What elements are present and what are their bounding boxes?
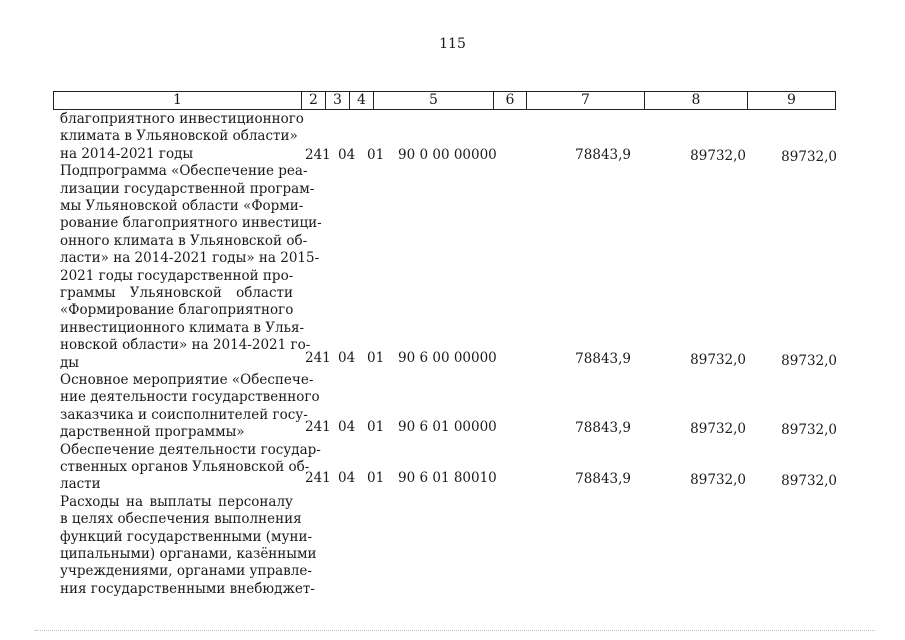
description-line: ния государственными внебюджет- xyxy=(60,580,315,597)
cell-subsection: 01 xyxy=(367,419,385,435)
header-col-6: 6 xyxy=(494,92,527,109)
description-line: климата в Ульяновской области» xyxy=(60,128,298,145)
cell-subsection: 01 xyxy=(367,350,385,366)
cell-amount-col9: 89732,0 xyxy=(781,473,837,489)
cell-subsection: 01 xyxy=(367,470,385,486)
description-line: в целях обеспечения выполнения xyxy=(60,511,302,528)
cell-section: 04 xyxy=(338,470,356,486)
description-line: рование благоприятного инвестици- xyxy=(60,215,322,232)
description-line: лизации государственной програм- xyxy=(60,180,315,197)
cell-amount-col8: 89732,0 xyxy=(690,472,746,488)
description-line: учреждениями, органами управле- xyxy=(60,563,312,580)
description-line: Обеспечение деятельности государ- xyxy=(60,441,321,458)
cell-amount-col9: 89732,0 xyxy=(781,422,837,438)
header-col-8: 8 xyxy=(645,92,748,109)
header-col-1: 1 xyxy=(54,92,302,109)
cell-amount-col7: 78843,9 xyxy=(575,420,631,436)
cell-target-article: 90 0 00 00000 xyxy=(398,147,497,163)
cell-amount-col7: 78843,9 xyxy=(575,351,631,367)
header-col-9: 9 xyxy=(787,92,796,108)
page-number: 115 xyxy=(439,36,466,52)
description-line: ние деятельности государственного xyxy=(60,389,320,406)
description-line: 2021 годы государственной про- xyxy=(60,267,294,284)
description-line: на 2014-2021 годы xyxy=(60,145,194,162)
cell-target-article: 90 6 00 00000 xyxy=(398,350,497,366)
description-line: ственных органов Ульяновской об- xyxy=(60,459,310,475)
cell-section: 04 xyxy=(338,419,356,435)
description-line: функций государственными (муни- xyxy=(60,528,313,545)
header-col-7: 7 xyxy=(527,92,645,109)
table-header-row xyxy=(53,91,836,110)
cell-section: 04 xyxy=(338,147,356,163)
description-line: дарственной программы» xyxy=(60,424,245,441)
cell-amount-col8: 89732,0 xyxy=(690,148,746,164)
cell-amount-col9: 89732,0 xyxy=(781,149,837,165)
cell-target-article: 90 6 01 00000 xyxy=(398,419,497,435)
cell-amount-col9: 89732,0 xyxy=(781,353,837,369)
cell-target-article: 90 6 01 80010 xyxy=(398,470,497,486)
description-line: Расходы на выплаты персоналу xyxy=(60,493,293,510)
description-line: мы Ульяновской области «Форми- xyxy=(60,198,304,214)
description-line: граммы Ульяновской области xyxy=(60,285,293,301)
description-line: онного климата в Ульяновской об- xyxy=(60,232,308,249)
description-line: ды xyxy=(60,354,80,371)
scan-edge-divider xyxy=(35,630,875,631)
description-line: инвестиционного климата в Улья- xyxy=(60,319,305,336)
cell-code-241: 241 xyxy=(305,350,331,366)
description-line: новской области» на 2014-2021 го- xyxy=(60,337,311,354)
description-line: ласти» на 2014-2021 годы» на 2015- xyxy=(60,250,320,267)
cell-code-241: 241 xyxy=(305,147,331,163)
cell-subsection: 01 xyxy=(367,147,385,163)
header-col-2: 2 xyxy=(302,92,326,109)
description-line: «Формирование благоприятного xyxy=(60,302,294,319)
header-col-3: 3 xyxy=(326,92,350,109)
description-line: ласти xyxy=(60,476,101,493)
cell-amount-col8: 89732,0 xyxy=(690,352,746,368)
header-col-5: 5 xyxy=(374,92,494,109)
cell-amount-col8: 89732,0 xyxy=(690,421,746,437)
description-line: ципальными) органами, казёнными xyxy=(60,546,317,562)
cell-amount-col7: 78843,9 xyxy=(575,147,631,163)
cell-section: 04 xyxy=(338,350,356,366)
description-line: Основное мероприятие «Обеспече- xyxy=(60,372,314,388)
header-col-4: 4 xyxy=(350,92,374,109)
cell-amount-col7: 78843,9 xyxy=(575,471,631,487)
description-line: Подпрограмма «Обеспечение реа- xyxy=(60,163,308,180)
description-line: благоприятного инвестиционного xyxy=(60,111,304,127)
cell-code-241: 241 xyxy=(305,419,331,435)
description-line: заказчика и соисполнителей госу- xyxy=(60,406,308,423)
cell-code-241: 241 xyxy=(305,470,331,486)
